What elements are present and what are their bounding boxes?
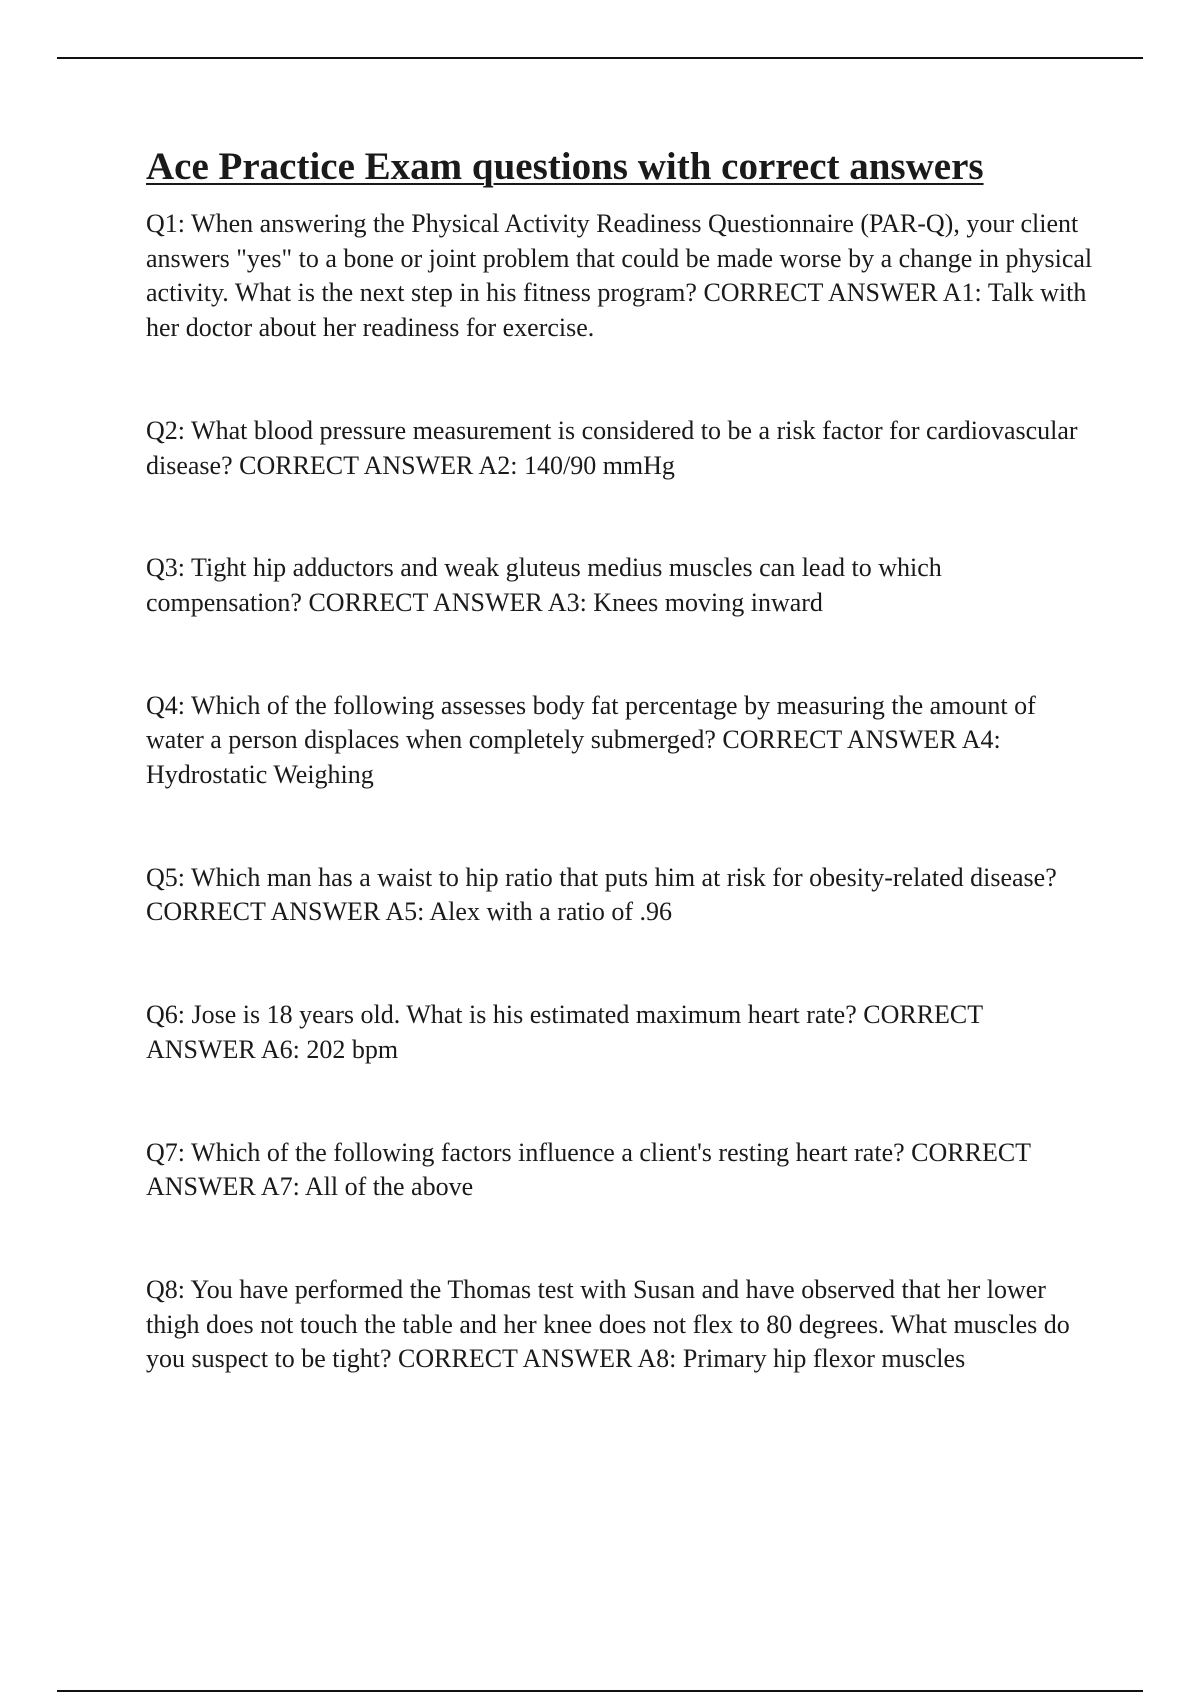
qa-item-1: Q1: When answering the Physical Activity Readiness Questionnaire (PAR-Q), your client answers "yes" to a bone or joint problem that could be made worse by a change in physical activity. What is the next step in his fitness program? CORRECT ANSWER A1: Talk with her doctor about her readiness for exercise.	[146, 209, 1093, 343]
qa-item-3: Q3: Tight hip adductors and weak gluteus medius muscles can lead to which compensation? CORRECT ANSWER A3: Knees moving inward	[146, 553, 942, 617]
qa-list	[146, 207, 1096, 1377]
qa-item-4: Q4: Which of the following assesses body fat percentage by measuring the amount of water a person displaces when completely submerged? CORRECT ANSWER A4: Hydrostatic Weighing	[146, 690, 1036, 790]
header-rule	[57, 57, 1143, 59]
page-title: Ace Practice Exam questions with correct answers	[146, 145, 984, 188]
qa-item-2: Q2: What blood pressure measurement is considered to be a risk factor for cardiovascular disease? CORRECT ANSWER A2: 140/90 mmHg	[146, 415, 1078, 480]
footer-rule	[57, 1690, 1143, 1692]
qa-item-6: Q6: Jose is 18 years old. What is his estimated maximum heart rate? CORRECT ANSWER A6: 202 bpm	[146, 1000, 983, 1064]
qa-item-8: Q8: You have performed the Thomas test with Susan and have observed that her lower thigh does not touch the table and her knee does not flex to 80 degrees. What muscles do you suspect to be tight? CORRECT ANSWER A8: Primary hip flexor muscles	[146, 1274, 1070, 1374]
qa-item-5: Q5: Which man has a waist to hip ratio that puts him at risk for obesity-related disease? CORRECT ANSWER A5: Alex with a ratio of .96	[146, 862, 1057, 927]
qa-item-7: Q7: Which of the following factors influence a client's resting heart rate? CORRECT ANSWER A7: All of the above	[146, 1137, 1031, 1202]
document-body	[146, 143, 1096, 1377]
